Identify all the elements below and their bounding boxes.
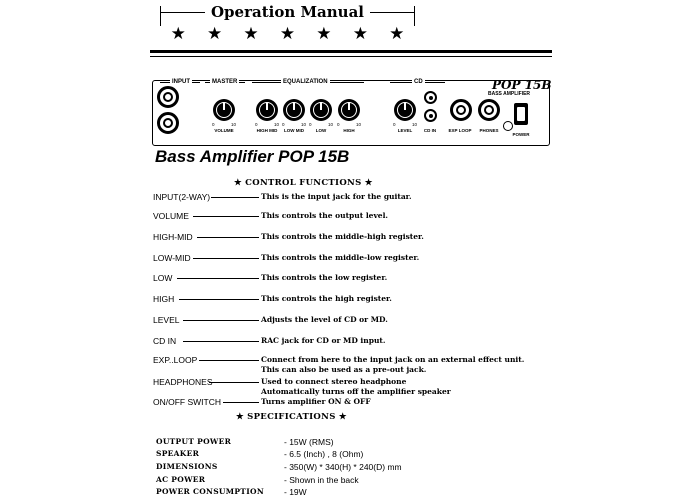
knob-min-label: 0 <box>255 122 258 127</box>
level-knob-label: LEVEL <box>397 128 413 133</box>
section-label-input: INPUT <box>172 79 190 85</box>
volume-knob-label: VOLUME <box>214 128 234 133</box>
spec-row <box>156 436 556 448</box>
leader-line <box>223 402 259 403</box>
cd-in-jack-left[interactable] <box>424 91 437 104</box>
control-term: CD IN <box>153 336 177 346</box>
control-term: LOW-MID <box>153 253 191 263</box>
high-knob[interactable] <box>338 99 360 121</box>
power-led <box>503 121 513 131</box>
knob-max-label: 10 <box>301 122 307 127</box>
control-description: This controls the high register. <box>261 294 392 303</box>
control-term: LEVEL <box>153 315 180 325</box>
spec-key: SPEAKER <box>156 449 200 458</box>
control-row <box>153 396 573 409</box>
spec-key: DIMENSIONS <box>156 462 218 471</box>
control-term: INPUT(2-WAY) <box>153 192 211 202</box>
knob-min-label: 0 <box>212 122 215 127</box>
control-term: LOW <box>153 273 173 283</box>
input-jack-1[interactable] <box>157 86 179 108</box>
control-term: ON/OFF SWITCH <box>153 397 221 407</box>
header-stars <box>160 24 415 44</box>
low-knob-label: LOW <box>315 128 327 133</box>
knob-min-label: 0 <box>337 122 340 127</box>
control-row <box>153 272 573 285</box>
high-mid-knob[interactable] <box>256 99 278 121</box>
section-label-cd: CD <box>414 79 423 85</box>
control-functions-title: ★ CONTROL FUNCTIONS ★ <box>234 178 373 188</box>
leader-line <box>193 216 259 217</box>
leader-line <box>193 258 259 259</box>
section-label-equalization: EQUALIZATION <box>283 79 328 85</box>
input-jack-2[interactable] <box>157 112 179 134</box>
spec-value: - 19W <box>284 487 307 497</box>
star-icon: ★ <box>207 24 223 43</box>
control-row <box>153 231 573 244</box>
control-row <box>153 314 573 327</box>
control-row <box>153 376 573 398</box>
phones-jack[interactable] <box>478 99 500 121</box>
control-description: This controls the middle-high register. <box>261 232 424 241</box>
control-description-extra: Automatically turns off the amplifier speaker <box>261 387 451 396</box>
control-row <box>153 252 573 265</box>
control-term: VOLUME <box>153 211 189 221</box>
panel-model-subtitle: BASS AMPLIFIER <box>488 91 531 97</box>
exp-loop-label: EXP LOOP <box>448 128 472 133</box>
leader-line <box>183 320 259 321</box>
knob-max-label: 10 <box>328 122 334 127</box>
specifications-title: ★ SPECIFICATIONS ★ <box>236 412 347 422</box>
knob-max-label: 10 <box>412 122 418 127</box>
leader-line <box>199 360 259 361</box>
control-description: This controls the output level. <box>261 211 389 220</box>
spec-value: - 6.5 (Inch) , 8 (Ohm) <box>284 449 364 459</box>
panel-model-name: POP 15B <box>492 78 552 92</box>
leader-line <box>177 278 259 279</box>
high-mid-knob-label: HIGH MID <box>256 128 278 133</box>
control-term: HIGH <box>153 294 175 304</box>
spec-row <box>156 486 556 498</box>
star-icon: ★ <box>352 24 368 43</box>
star-icon: ★ <box>316 24 332 43</box>
control-description: Used to connect stereo headphone <box>261 377 407 386</box>
control-description: Connect from here to the input jack on an external effect unit. <box>261 355 525 364</box>
exp-loop-jack[interactable] <box>450 99 472 121</box>
leader-line <box>197 237 259 238</box>
spec-row <box>156 461 556 473</box>
spec-value: - Shown in the back <box>284 475 359 485</box>
high-knob-label: HIGH <box>343 128 355 133</box>
knob-max-label: 10 <box>356 122 362 127</box>
level-knob[interactable] <box>394 99 416 121</box>
star-icon: ★ <box>389 24 405 43</box>
manual-title: Operation Manual <box>160 0 415 24</box>
spec-row <box>156 448 556 460</box>
control-description: This controls the middle-low register. <box>261 253 420 262</box>
control-row <box>153 335 573 348</box>
control-description: This is the input jack for the guitar. <box>261 192 412 201</box>
control-term: HIGH-MID <box>153 232 193 242</box>
control-description: This controls the low register. <box>261 273 388 282</box>
leader-line <box>211 197 259 198</box>
control-row <box>153 191 573 204</box>
star-icon: ★ <box>279 24 296 43</box>
knob-min-label: 0 <box>393 122 396 127</box>
knob-min-label: 0 <box>282 122 285 127</box>
leader-line <box>183 341 259 342</box>
star-icon: ★ <box>243 24 259 43</box>
leader-line <box>209 382 259 383</box>
section-label-master: MASTER <box>212 79 238 85</box>
power-switch[interactable] <box>514 103 528 125</box>
knob-max-label: 10 <box>231 122 237 127</box>
control-description: Turns amplifier ON & OFF <box>261 397 371 406</box>
spec-key: OUTPUT POWER <box>156 437 232 446</box>
control-row <box>153 293 573 306</box>
knob-max-label: 10 <box>274 122 280 127</box>
power-label: POWER <box>512 132 530 137</box>
cd-in-label: CD IN <box>423 128 437 133</box>
control-term: HEADPHONES <box>153 377 213 387</box>
product-heading: Bass Amplifier POP 15B <box>155 147 350 166</box>
phones-label: PHONES <box>479 128 499 133</box>
spec-value: - 15W (RMS) <box>284 437 334 447</box>
header-divider-thin <box>150 56 552 57</box>
control-description-extra: This can also be used as a pre-out jack. <box>261 365 427 374</box>
volume-knob[interactable] <box>213 99 235 121</box>
control-row <box>153 354 573 376</box>
header-divider-thick <box>150 50 552 53</box>
leader-line <box>179 299 259 300</box>
spec-value: - 350(W) * 340(H) * 240(D) mm <box>284 462 402 472</box>
low-knob[interactable] <box>310 99 332 121</box>
low-mid-knob-label: LOW MID <box>284 128 304 133</box>
cd-in-jack-right[interactable] <box>424 109 437 122</box>
knob-min-label: 0 <box>309 122 312 127</box>
control-description: RAC jack for CD or MD input. <box>261 336 386 345</box>
control-term: EXP..LOOP <box>153 355 198 365</box>
spec-row <box>156 474 556 486</box>
control-row <box>153 210 573 223</box>
spec-key: AC POWER <box>156 475 206 484</box>
star-icon: ★ <box>170 24 186 43</box>
control-description: Adjusts the level of CD or MD. <box>261 315 388 324</box>
spec-key: POWER CONSUMPTION <box>156 487 264 496</box>
low-mid-knob[interactable] <box>283 99 305 121</box>
